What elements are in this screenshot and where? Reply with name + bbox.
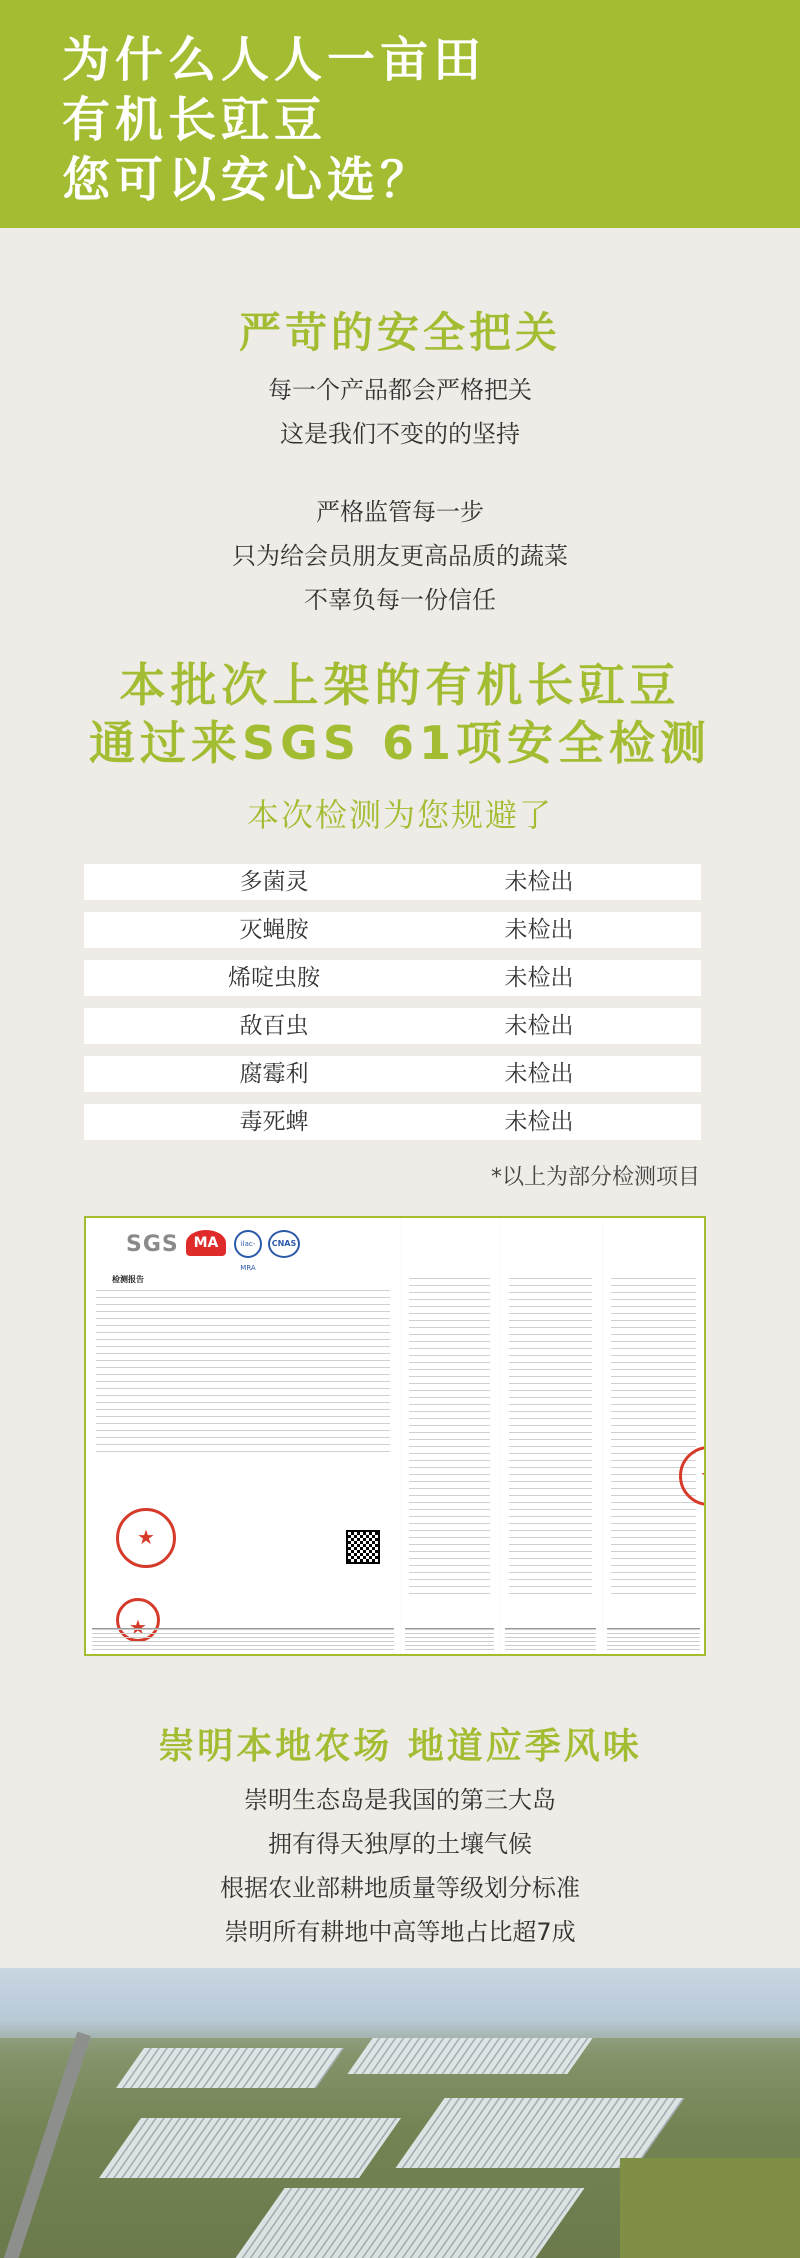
table-row bbox=[84, 1104, 701, 1140]
sgs-certificate-image bbox=[84, 1216, 706, 1656]
test-result: 未检出 bbox=[504, 1109, 574, 1135]
ilac-mra-logo: ilac-MRA bbox=[234, 1230, 262, 1258]
greenhouse-block bbox=[347, 2038, 592, 2074]
test-result: 未检出 bbox=[504, 1061, 574, 1087]
header-banner bbox=[0, 0, 800, 228]
table-row bbox=[84, 1008, 701, 1044]
partial-items-note: *以上为部分检测项目 bbox=[490, 1165, 700, 1190]
pesticide-name: 灭蝇胺 bbox=[239, 917, 309, 943]
pesticide-name: 多菌灵 bbox=[239, 869, 309, 895]
test-result: 未检出 bbox=[504, 869, 574, 895]
report-footer bbox=[92, 1628, 394, 1650]
aerial-farm-photo bbox=[0, 1968, 800, 2258]
report-text-lines bbox=[611, 1278, 696, 1598]
sgs-logo: SGS bbox=[126, 1232, 179, 1257]
header-title-line-2: 有机长豇豆 bbox=[62, 92, 328, 148]
ma-logo: MA bbox=[186, 1230, 226, 1256]
safety-paragraph2-line3: 不辜负每一份信任 bbox=[304, 586, 496, 614]
table-row bbox=[84, 912, 701, 948]
test-result: 未检出 bbox=[504, 1013, 574, 1039]
farm-line-1: 崇明生态岛是我国的第三大岛 bbox=[244, 1786, 556, 1814]
header-title-line-1: 为什么人人一亩田 bbox=[62, 32, 487, 88]
certificate-page-4 bbox=[600, 1218, 706, 1656]
cnas-logo: CNAS bbox=[268, 1230, 300, 1258]
sgs-title-line1: 本批次上架的有机长豇豆 bbox=[119, 658, 681, 712]
sgs-title-line2: 通过来SGS 61项安全检测 bbox=[88, 716, 712, 770]
report-text-lines bbox=[409, 1278, 490, 1598]
pesticide-name: 腐霉利 bbox=[239, 1061, 309, 1087]
sgs-subtitle: 本次检测为您规避了 bbox=[246, 796, 553, 834]
farm-title: 崇明本地农场 地道应季风味 bbox=[158, 1726, 642, 1767]
qr-code-icon bbox=[346, 1530, 380, 1564]
pesticide-name: 烯啶虫胺 bbox=[228, 965, 320, 991]
field-plot bbox=[620, 2158, 800, 2258]
report-footer bbox=[505, 1628, 596, 1650]
pesticide-name: 毒死蜱 bbox=[239, 1109, 309, 1135]
safety-paragraph2-line1: 严格监管每一步 bbox=[316, 498, 484, 526]
report-text-lines bbox=[96, 1290, 390, 1458]
table-row bbox=[84, 864, 701, 900]
report-footer bbox=[607, 1628, 700, 1650]
greenhouse-block bbox=[235, 2188, 584, 2258]
certificate-page-1 bbox=[86, 1218, 400, 1656]
report-footer bbox=[405, 1628, 494, 1650]
report-title: 检测报告 bbox=[112, 1275, 144, 1284]
greenhouse-block bbox=[99, 2118, 401, 2178]
pesticide-name: 敌百虫 bbox=[239, 1013, 309, 1039]
report-text-lines bbox=[509, 1278, 592, 1598]
table-row bbox=[84, 960, 701, 996]
red-seal-icon bbox=[116, 1508, 176, 1568]
farm-line-3: 根据农业部耕地质量等级划分标准 bbox=[220, 1874, 580, 1902]
safety-paragraph1-line1: 每一个产品都会严格把关 bbox=[268, 376, 532, 404]
table-row bbox=[84, 1056, 701, 1092]
greenhouse-block bbox=[116, 2048, 344, 2088]
header-title-line-3: 您可以安心选？ bbox=[62, 152, 434, 208]
certificate-page-3 bbox=[498, 1218, 602, 1656]
farm-line-4: 崇明所有耕地中高等地占比超7成 bbox=[224, 1918, 576, 1946]
safety-paragraph2-line2: 只为给会员朋友更高品质的蔬菜 bbox=[232, 542, 568, 570]
test-result: 未检出 bbox=[504, 965, 574, 991]
safety-paragraph1-line2: 这是我们不变的的坚持 bbox=[280, 420, 520, 448]
farm-line-2: 拥有得天独厚的土壤气候 bbox=[268, 1830, 532, 1858]
safety-title: 严苛的安全把关 bbox=[238, 308, 561, 357]
certificate-page-2 bbox=[398, 1218, 500, 1656]
test-result: 未检出 bbox=[504, 917, 574, 943]
